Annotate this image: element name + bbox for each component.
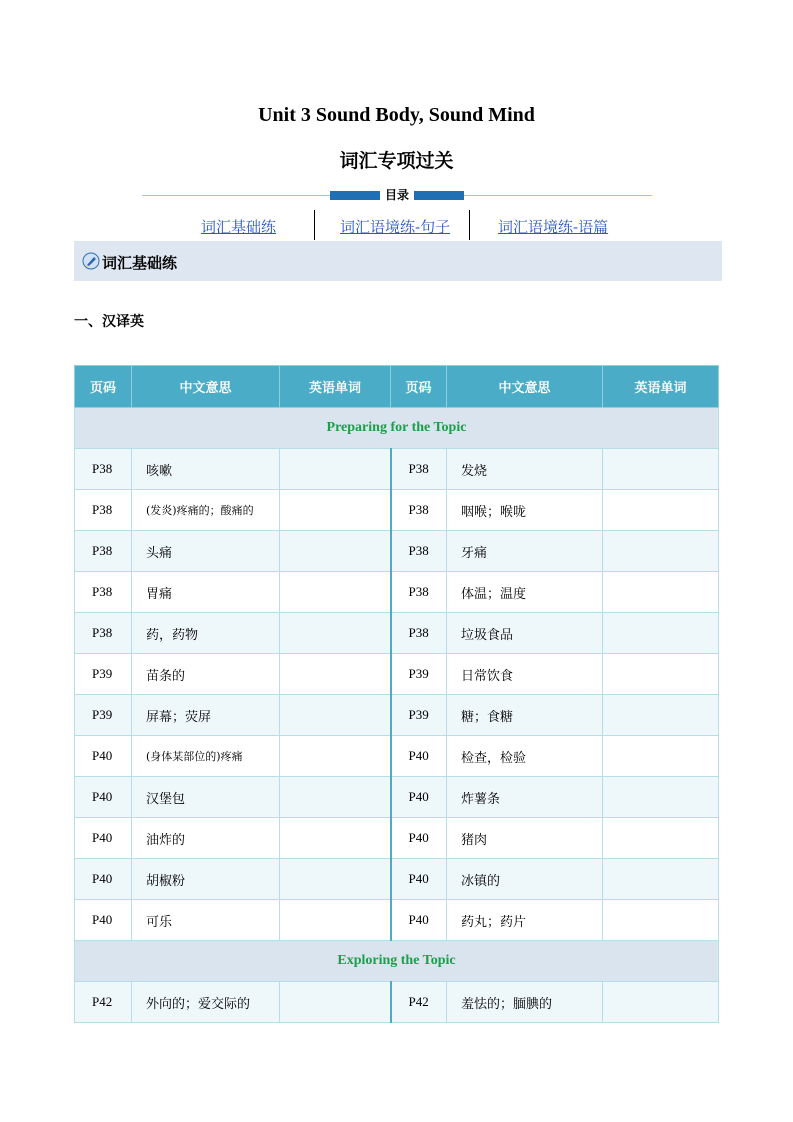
table-row (75, 695, 719, 736)
english-answer-cell[interactable] (603, 818, 719, 859)
chinese-cell: 药丸；药片 (447, 900, 603, 941)
english-answer-cell[interactable] (603, 613, 719, 654)
english-answer-cell[interactable] (280, 777, 391, 818)
table-row (75, 982, 719, 1023)
chinese-cell: 日常饮食 (447, 654, 603, 695)
table-row (75, 531, 719, 572)
chinese-cell: 头痛 (132, 531, 280, 572)
english-answer-cell[interactable] (603, 531, 719, 572)
toc-bar-right (412, 191, 464, 200)
english-answer-cell[interactable] (280, 818, 391, 859)
english-answer-cell[interactable] (603, 736, 719, 777)
english-answer-cell[interactable] (280, 613, 391, 654)
english-answer-cell[interactable] (280, 982, 391, 1023)
english-answer-cell[interactable] (280, 654, 391, 695)
table-row (75, 859, 719, 900)
pen-icon (82, 252, 100, 270)
page-cell: P39 (75, 654, 132, 695)
chinese-cell: 咽喉；喉咙 (447, 490, 603, 531)
page-cell: P40 (75, 736, 132, 777)
page-cell: P38 (391, 613, 447, 654)
chinese-cell: 咳嗽 (132, 449, 280, 490)
english-answer-cell[interactable] (603, 449, 719, 490)
table-row (75, 613, 719, 654)
page-cell: P38 (391, 572, 447, 613)
toc-separator (314, 210, 315, 240)
table-header-row (75, 366, 719, 408)
page-cell: P40 (391, 818, 447, 859)
english-answer-cell[interactable] (603, 900, 719, 941)
section-title: Preparing for the Topic (75, 408, 719, 449)
chinese-cell: 羞怯的；腼腆的 (447, 982, 603, 1023)
english-answer-cell[interactable] (280, 490, 391, 531)
page-cell: P38 (391, 449, 447, 490)
page-cell: P38 (75, 449, 132, 490)
english-answer-cell[interactable] (603, 490, 719, 531)
page-cell: P42 (391, 982, 447, 1023)
toc-link-sentence[interactable]: 词汇语境练-句子 (340, 218, 451, 236)
toc-label: 目录 (380, 186, 414, 204)
chinese-cell: 垃圾食品 (447, 613, 603, 654)
english-answer-cell[interactable] (280, 859, 391, 900)
table-row (75, 449, 719, 490)
english-answer-cell[interactable] (603, 695, 719, 736)
page-cell: P40 (75, 818, 132, 859)
english-answer-cell[interactable] (280, 572, 391, 613)
section-header (74, 241, 722, 281)
section-title-row (75, 408, 719, 449)
chinese-cell: 冰镇的 (447, 859, 603, 900)
chinese-cell: 外向的；爱交际的 (132, 982, 280, 1023)
page-cell: P40 (391, 859, 447, 900)
header-page: 页码 (75, 366, 132, 408)
page-cell: P40 (75, 777, 132, 818)
section-label: 词汇基础练 (102, 254, 178, 272)
header-page: 页码 (391, 366, 447, 408)
header-chinese: 中文意思 (132, 366, 280, 408)
english-answer-cell[interactable] (603, 982, 719, 1023)
vocab-table (74, 365, 719, 1023)
chinese-cell: 牙痛 (447, 531, 603, 572)
table-row (75, 490, 719, 531)
chinese-cell: 可乐 (132, 900, 280, 941)
english-answer-cell[interactable] (603, 654, 719, 695)
header-chinese: 中文意思 (447, 366, 603, 408)
english-answer-cell[interactable] (603, 572, 719, 613)
page-cell: P39 (391, 654, 447, 695)
toc-link-basic[interactable]: 词汇基础练 (201, 218, 277, 236)
chinese-cell: 药，药物 (132, 613, 280, 654)
section-title-row (75, 941, 719, 982)
english-answer-cell[interactable] (280, 736, 391, 777)
page-cell: P40 (391, 736, 447, 777)
english-answer-cell[interactable] (280, 531, 391, 572)
question-title: 一、汉译英 (74, 314, 144, 330)
page-cell: P39 (75, 695, 132, 736)
table-row (75, 736, 719, 777)
english-answer-cell[interactable] (603, 777, 719, 818)
header-english: 英语单词 (280, 366, 391, 408)
page-cell: P42 (75, 982, 132, 1023)
toc-link-passage[interactable]: 词汇语境练-语篇 (498, 218, 609, 236)
table-row (75, 818, 719, 859)
section-title: Exploring the Topic (75, 941, 719, 982)
english-answer-cell[interactable] (280, 695, 391, 736)
page-cell: P40 (75, 859, 132, 900)
page-subtitle: 词汇专项过关 (339, 150, 454, 172)
toc-separator (469, 210, 470, 240)
table-row (75, 572, 719, 613)
english-answer-cell[interactable] (280, 900, 391, 941)
chinese-cell: 糖；食糖 (447, 695, 603, 736)
chinese-cell: 猪肉 (447, 818, 603, 859)
chinese-cell: 发烧 (447, 449, 603, 490)
chinese-cell: 胃痛 (132, 572, 280, 613)
toc-links (0, 210, 793, 240)
chinese-cell: 汉堡包 (132, 777, 280, 818)
page-cell: P40 (75, 900, 132, 941)
english-answer-cell[interactable] (603, 859, 719, 900)
chinese-cell: 油炸的 (132, 818, 280, 859)
page-cell: P40 (391, 777, 447, 818)
page-cell: P38 (75, 572, 132, 613)
chinese-cell: 胡椒粉 (132, 859, 280, 900)
page-cell: P38 (75, 531, 132, 572)
table-row (75, 900, 719, 941)
chinese-cell: (身体某部位的)疼痛 (132, 736, 280, 777)
chinese-cell: 苗条的 (132, 654, 280, 695)
header-english: 英语单词 (603, 366, 719, 408)
table-row (75, 654, 719, 695)
page-cell: P38 (391, 531, 447, 572)
table-row (75, 777, 719, 818)
chinese-cell: 体温；温度 (447, 572, 603, 613)
page-cell: P38 (75, 613, 132, 654)
page-title: Unit 3 Sound Body, Sound Mind (258, 104, 535, 126)
english-answer-cell[interactable] (280, 449, 391, 490)
page-cell: P39 (391, 695, 447, 736)
chinese-cell: 屏幕；荧屏 (132, 695, 280, 736)
toc-bar-left (330, 191, 382, 200)
chinese-cell: 检查，检验 (447, 736, 603, 777)
page-cell: P40 (391, 900, 447, 941)
page-cell: P38 (75, 490, 132, 531)
chinese-cell: (发炎)疼痛的；酸痛的 (132, 490, 280, 531)
page-cell: P38 (391, 490, 447, 531)
chinese-cell: 炸薯条 (447, 777, 603, 818)
